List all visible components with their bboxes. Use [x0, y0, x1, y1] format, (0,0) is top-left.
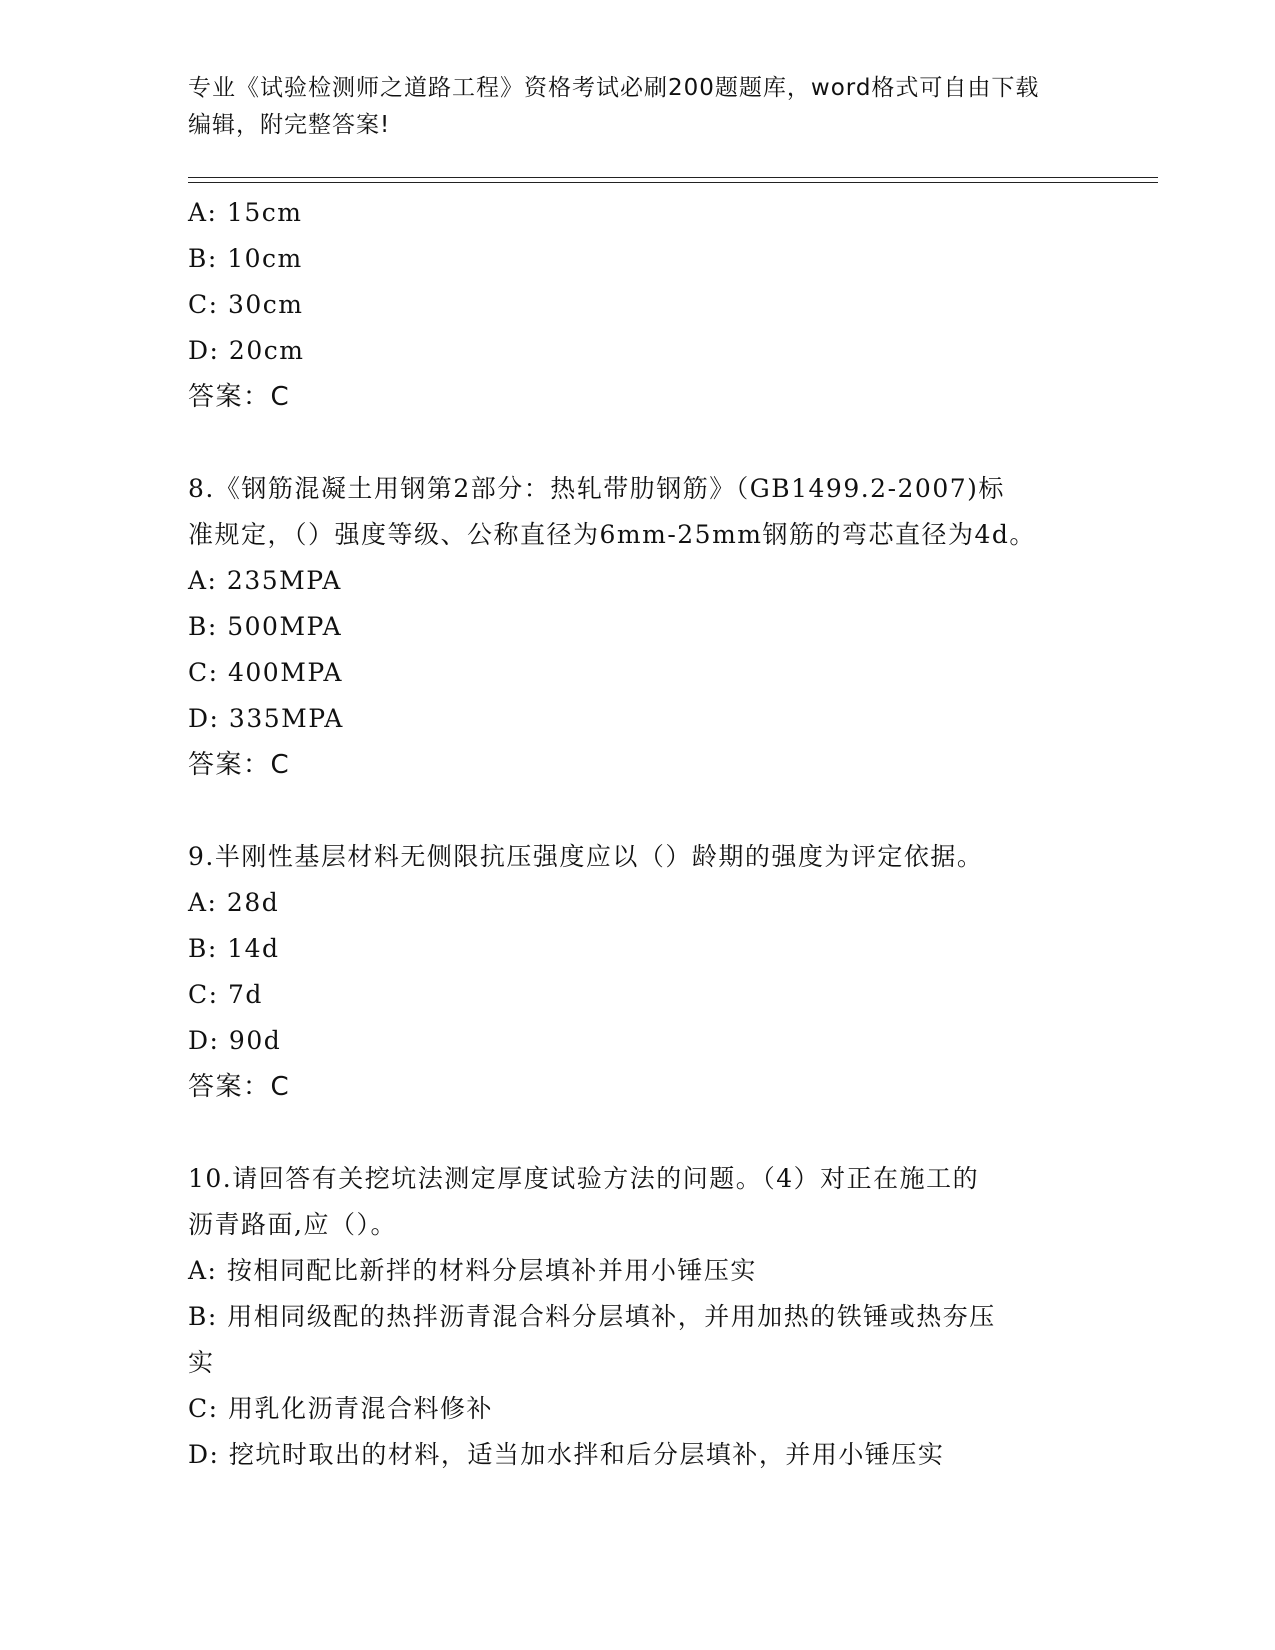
document-body — [188, 190, 1088, 1478]
option-b: B: 500MPA — [188, 612, 343, 641]
option-d: D: 20cm — [188, 336, 305, 365]
option-a: A: 15cm — [188, 198, 303, 227]
question-8 — [188, 466, 1088, 788]
question-10 — [188, 1156, 1088, 1478]
answer: 答案：C — [188, 1072, 291, 1102]
option-b-line-2: 实 — [188, 1348, 215, 1377]
option-c: C: 用乳化沥青混合料修补 — [188, 1394, 493, 1423]
option-b: B: 10cm — [188, 244, 303, 273]
question-title-line-2: 沥青路面,应（）。 — [188, 1210, 397, 1239]
option-d: D: 335MPA — [188, 704, 344, 733]
question-title-line-1: 8.《钢筋混凝土用钢第2部分：热轧带肋钢筋》（GB1499.2-2007)标 — [188, 474, 1005, 503]
option-c: C: 400MPA — [188, 658, 343, 687]
header-line-1: 专业《试验检测师之道路工程》资格考试必刷200题题库，word格式可自由下载 — [188, 75, 1040, 101]
option-d: D: 挖坑时取出的材料，适当加水拌和后分层填补，并用小锤压实 — [188, 1440, 945, 1469]
option-a: A: 28d — [188, 888, 280, 917]
option-d: D: 90d — [188, 1026, 282, 1055]
answer: 答案：C — [188, 750, 291, 780]
question-9 — [188, 834, 1088, 1110]
option-c: C: 30cm — [188, 290, 304, 319]
option-a: A: 按相同配比新拌的材料分层填补并用小锤压实 — [188, 1256, 757, 1285]
option-c: C: 7d — [188, 980, 263, 1009]
option-b: B: 14d — [188, 934, 280, 963]
option-a: A: 235MPA — [188, 566, 342, 595]
header-divider-top — [188, 177, 1158, 178]
header-line-2: 编辑，附完整答案! — [188, 112, 391, 138]
question-title-line-1: 10.请回答有关挖坑法测定厚度试验方法的问题。（4）对正在施工的 — [188, 1164, 980, 1193]
answer: 答案：C — [188, 382, 291, 412]
question-title-line-2: 准规定，（）强度等级、公称直径为6mm-25mm钢筋的弯芯直径为4d。 — [188, 520, 1036, 549]
question-7 — [188, 190, 1088, 420]
header-divider-bottom — [188, 182, 1158, 183]
question-title-line-1: 9.半刚性基层材料无侧限抗压强度应以（）龄期的强度为评定依据。 — [188, 842, 984, 871]
option-b-line-1: B: 用相同级配的热拌沥青混合料分层填补，并用加热的铁锤或热夯压 — [188, 1302, 996, 1331]
document-header — [188, 70, 1088, 144]
